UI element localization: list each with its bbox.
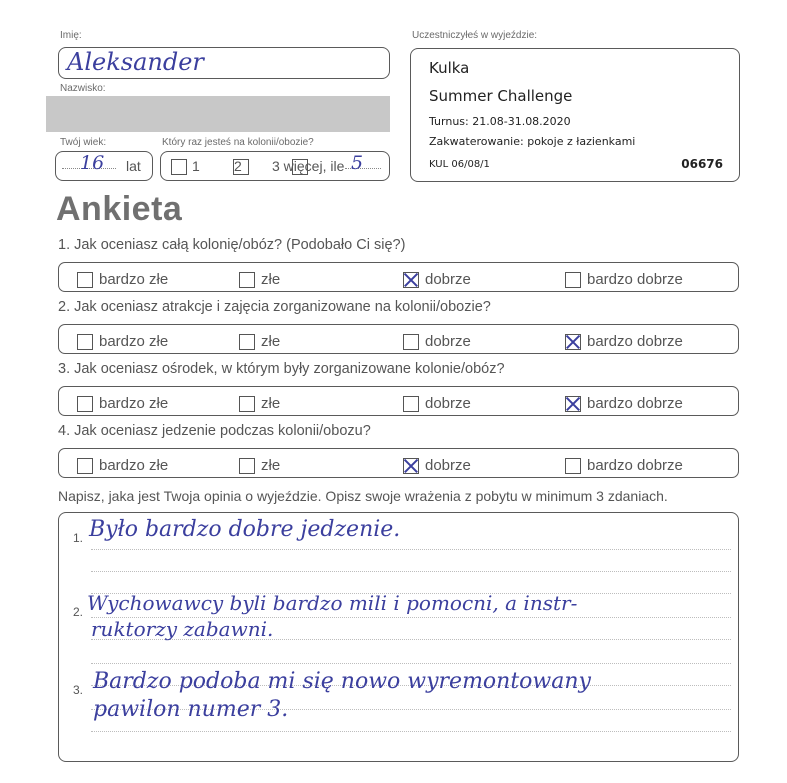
ktory-raz-label: Który raz jesteś na kolonii/obozie?: [162, 137, 314, 148]
q3-option-bardzo-zle: bardzo złe: [99, 395, 169, 412]
q3-checkbox-bardzo-zle[interactable]: [77, 396, 93, 412]
uczestniczyles-label: Uczestniczyłeś w wyjeździe:: [412, 30, 538, 41]
zakwaterowanie-value: pokoje z łazienkami: [527, 135, 636, 148]
q4-checkbox-dobrze[interactable]: [403, 458, 419, 474]
turnus-label: Turnus:: [429, 115, 469, 128]
answer-row-3: [58, 386, 739, 416]
q1-option-bardzo-zle: bardzo złe: [99, 271, 169, 288]
q3-checkbox-zle[interactable]: [239, 396, 255, 412]
q3-option-bardzo-dobrze: bardzo dobrze: [587, 395, 683, 412]
wiek-value: 16: [80, 152, 105, 174]
question-3: 3. Jak oceniasz ośrodek, w którym były zorganizowane kolonie/obóz?: [58, 361, 505, 377]
q1-checkbox-bardzo-zle[interactable]: [77, 272, 93, 288]
ktory-raz-field[interactable]: [160, 151, 390, 181]
q2-option-dobrze: dobrze: [425, 333, 471, 350]
zakwaterowanie-label: Zakwaterowanie:: [429, 135, 524, 148]
q2-option-zle: złe: [261, 333, 281, 350]
q1-option-dobrze: dobrze: [425, 271, 471, 288]
trip-code: KUL 06/08/1: [429, 159, 490, 170]
question-2: 2. Jak oceniasz atrakcje i zajęcia zorganizowane na kolonii/obozie?: [58, 299, 491, 315]
answer-row-1: [58, 262, 739, 292]
wiek-field[interactable]: [55, 151, 153, 181]
wiek-label: Twój wiek:: [60, 137, 107, 148]
q2-option-bardzo-dobrze: bardzo dobrze: [587, 333, 683, 350]
turnus-value: 21.08-31.08.2020: [472, 115, 571, 128]
opinion-number-3: 3.: [73, 683, 84, 697]
answer-row-2: [58, 324, 739, 354]
ktory-raz-option-2: 2: [234, 158, 242, 174]
opinion-2-line-1: Wychowawcy byli bardzo mili i pomocni, a instr-: [87, 591, 578, 615]
ktory-raz-checkbox-1[interactable]: [171, 159, 187, 175]
trip-name-line2: Summer Challenge: [429, 87, 573, 105]
q3-checkbox-bardzo-dobrze[interactable]: [565, 396, 581, 412]
opinion-prompt: Napisz, jaka jest Twoja opinia o wyjeździe. Opisz swoje wrażenia z pobytu w minimum 3 zdaniach.: [58, 488, 668, 504]
q1-checkbox-bardzo-dobrze[interactable]: [565, 272, 581, 288]
q4-option-dobrze: dobrze: [425, 457, 471, 474]
q2-checkbox-zle[interactable]: [239, 334, 255, 350]
q1-checkbox-dobrze[interactable]: [403, 272, 419, 288]
ktory-raz-value: 5: [351, 152, 364, 174]
trip-number: 06676: [681, 157, 723, 171]
q3-checkbox-dobrze[interactable]: [403, 396, 419, 412]
trip-info-box: [410, 48, 740, 182]
nazwisko-redaction: [46, 96, 390, 132]
opinion-2-line-2: ruktorzy zabawni.: [91, 617, 274, 641]
q2-checkbox-bardzo-zle[interactable]: [77, 334, 93, 350]
question-4: 4. Jak oceniasz jedzenie podczas kolonii/obozu?: [58, 423, 371, 439]
nazwisko-label: Nazwisko:: [60, 83, 106, 94]
q1-option-bardzo-dobrze: bardzo dobrze: [587, 271, 683, 288]
q3-option-dobrze: dobrze: [425, 395, 471, 412]
opinion-number-2: 2.: [73, 605, 84, 619]
q2-checkbox-dobrze[interactable]: [403, 334, 419, 350]
trip-name-line1: Kulka: [429, 59, 470, 77]
opinion-3-line-2: pawilon numer 3.: [93, 697, 289, 722]
q4-option-bardzo-zle: bardzo złe: [99, 457, 169, 474]
opinion-box[interactable]: [58, 512, 739, 762]
question-1: 1. Jak oceniasz całą kolonię/obóz? (Podobało Ci się?): [58, 237, 406, 253]
zakwaterowanie-line: [429, 135, 635, 148]
q1-option-zle: złe: [261, 271, 281, 288]
ktory-raz-option-3: 3 więcej, ile: [272, 158, 345, 174]
q4-option-zle: złe: [261, 457, 281, 474]
imie-field[interactable]: [58, 47, 390, 79]
wiek-unit: lat: [126, 158, 141, 174]
q4-checkbox-bardzo-zle[interactable]: [77, 458, 93, 474]
opinion-3-line-1: Bardzo podoba mi się nowo wyremontowany: [93, 669, 591, 694]
ktory-raz-option-1: 1: [192, 158, 200, 174]
turnus-line: [429, 115, 571, 128]
imie-value: Aleksander: [67, 48, 204, 76]
q4-checkbox-zle[interactable]: [239, 458, 255, 474]
opinion-number-1: 1.: [73, 531, 84, 545]
opinion-1-line-1: Było bardzo dobre jedzenie.: [89, 517, 401, 542]
answer-row-4: [58, 448, 739, 478]
q2-checkbox-bardzo-dobrze[interactable]: [565, 334, 581, 350]
q4-option-bardzo-dobrze: bardzo dobrze: [587, 457, 683, 474]
page-title: Ankieta: [56, 190, 183, 228]
q1-checkbox-zle[interactable]: [239, 272, 255, 288]
imie-label: Imię:: [60, 30, 82, 41]
q3-option-zle: złe: [261, 395, 281, 412]
q2-option-bardzo-zle: bardzo złe: [99, 333, 169, 350]
q4-checkbox-bardzo-dobrze[interactable]: [565, 458, 581, 474]
